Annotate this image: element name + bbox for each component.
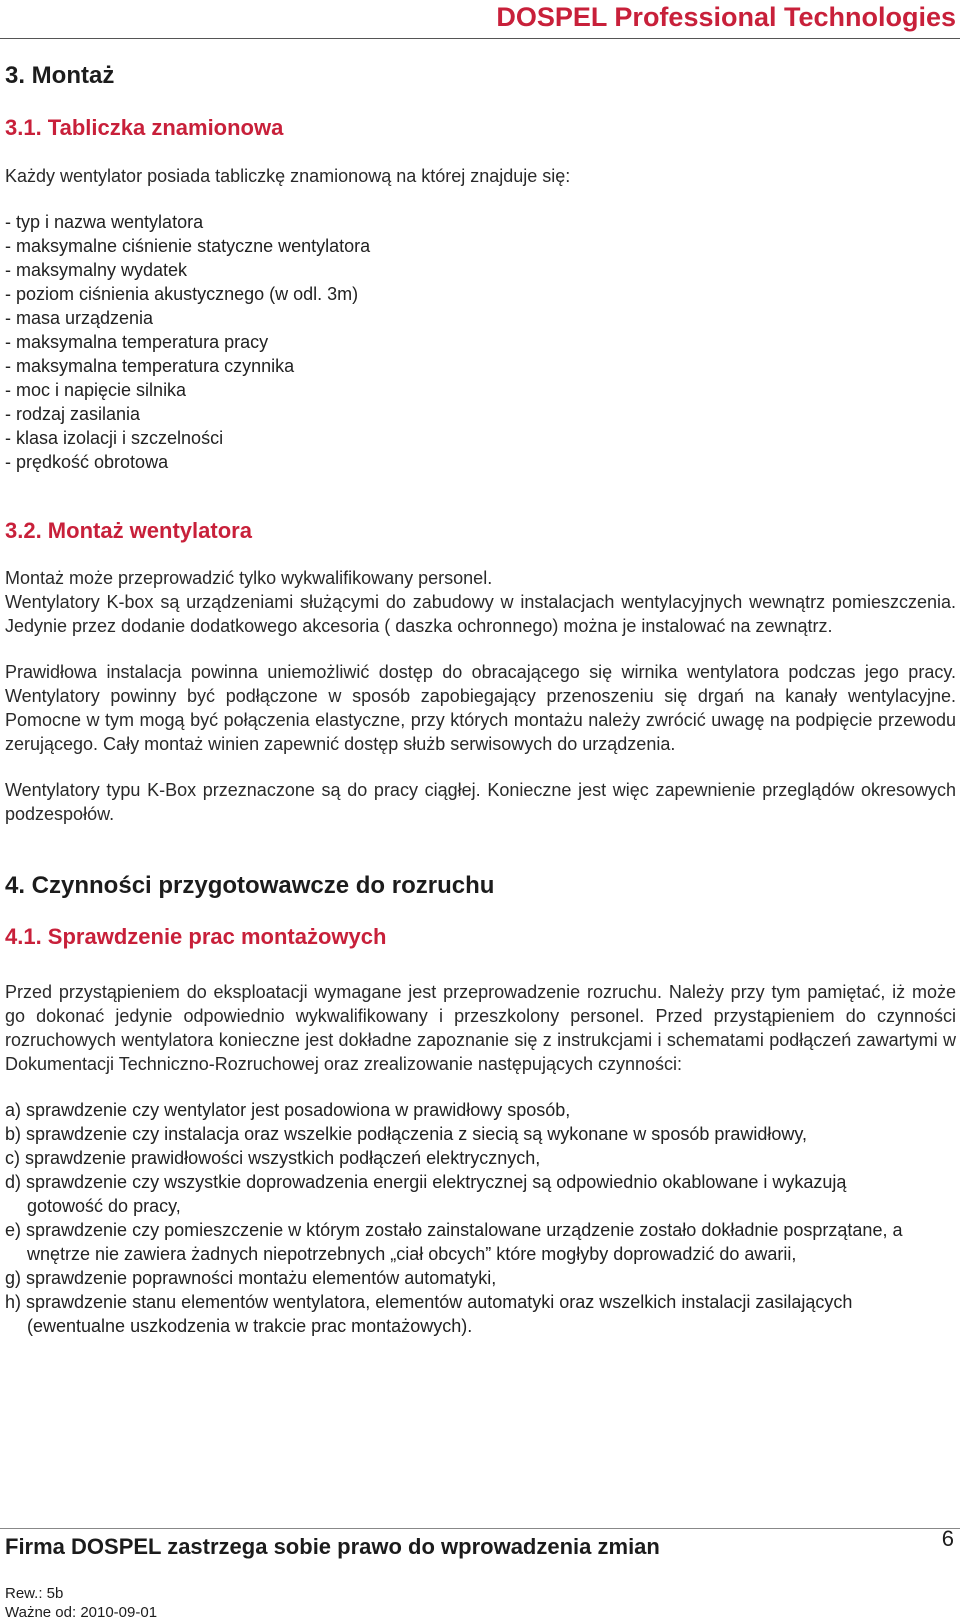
list-item: - poziom ciśnienia akustycznego (w odl. 3m) — [5, 284, 359, 304]
list-item: - maksymalny wydatek — [5, 260, 188, 280]
page-number: 6 — [941, 1526, 954, 1551]
list-item: e) sprawdzenie czy pomieszczenie w którym zostało zainstalowane urządzenie zostało dokładnie posprzątane, a wnętrze nie zawiera żadnych niepotrzebnych „ciał obcych” które mogłyby doprowadzić do awarii, — [5, 1220, 903, 1264]
list-item: b) sprawdzenie czy instalacja oraz wszelkie podłączenia z siecią są wykonane w sposób prawidłowy, — [5, 1124, 808, 1144]
list-item: - moc i napięcie silnika — [5, 380, 187, 400]
revision-label: Rew.: 5b — [5, 1585, 64, 1602]
installation-paragraph-1 — [5, 566, 956, 638]
startup-checklist — [5, 1098, 956, 1338]
section-4-1-heading: 4.1. Sprawdzenie prac montażowych — [5, 924, 387, 949]
list-item: - rodzaj zasilania — [5, 404, 141, 424]
installation-paragraph-1-rest: Wentylatory K-box są urządzeniami służącymi do zabudowy w instalacjach wentylacyjnych wewnątrz pomieszczenia. Jedynie przez dodanie dodatkowego akcesoria ( daszka ochronnego) można je instalować na zewnątrz. — [5, 592, 956, 636]
installation-paragraph-3: Wentylatory typu K-Box przeznaczone są do pracy ciągłej. Konieczne jest więc zapewnienie przeglądów okresowych podzespołów. — [5, 780, 956, 824]
list-item: - prędkość obrotowa — [5, 452, 169, 472]
section-3-1-heading: 3.1. Tabliczka znamionowa — [5, 115, 284, 140]
section-3-heading: 3. Montaż — [5, 62, 115, 89]
list-item: a) sprawdzenie czy wentylator jest posadowiona w prawidłowy sposób, — [5, 1100, 571, 1120]
valid-from-label: Ważne od: 2010-09-01 — [5, 1604, 158, 1621]
list-item: g) sprawdzenie poprawności montażu elementów automatyki, — [5, 1268, 497, 1288]
list-item: c) sprawdzenie prawidłowości wszystkich podłączeń elektrycznych, — [5, 1148, 541, 1168]
list-item: - klasa izolacji i szczelności — [5, 428, 224, 448]
list-item: - maksymalne ciśnienie statyczne wentylatora — [5, 236, 371, 256]
section-4-heading: 4. Czynności przygotowawcze do rozruchu — [5, 872, 495, 899]
list-item: h) sprawdzenie stanu elementów wentylatora, elementów automatyki oraz wszelkich instalacji zasilających (ewentualne uszkodzenia w trakcie prac montażowych). — [5, 1292, 853, 1336]
page-header — [0, 0, 960, 39]
nameplate-list — [5, 210, 956, 474]
document-body — [5, 62, 956, 1338]
installation-paragraph-2: Prawidłowa instalacja powinna uniemożliwić dostęp do obracającego się wirnika wentylatora podczas jego pracy. Wentylatory powinny być podłączone w sposób zapobiegający przenoszeniu się drgań na kanały wentylacyjne. Pomocne w tym mogą być połączenia elastyczne, przy których montażu należy zwrócić uwagę na podpięcie przewodu zerującego. Cały montaż winien zapewnić dostęp służb serwisowych do urządzenia. — [5, 662, 956, 754]
list-item: d) sprawdzenie czy wszystkie doprowadzenia energii elektrycznej są odpowiednio okablowane i wykazują gotowość do pracy, — [5, 1172, 847, 1216]
startup-paragraph: Przed przystąpieniem do eksploatacji wymagane jest przeprowadzenie rozruchu. Należy przy tym pamiętać, iż może go dokonać jedynie odpowiednio wykwalifikowany i przeszkolony personel. Przed przystąpieniem do czynności rozruchowych wentylatora konieczne jest dokładne zapoznanie się z instrukcjami i schematami podłączeń zawartymi w Dokumentacji Techniczno-Rozruchowej oraz zrealizowanie następujących czynności: — [5, 982, 956, 1074]
nameplate-intro: Każdy wentylator posiada tabliczkę znamionową na której znajduje się: — [5, 166, 571, 186]
list-item: - typ i nazwa wentylatora — [5, 212, 204, 232]
footer-divider — [0, 1528, 960, 1529]
list-item: - masa urządzenia — [5, 308, 154, 328]
section-3-2-heading: 3.2. Montaż wentylatora — [5, 518, 252, 543]
installation-paragraph-1-line: Montaż może przeprowadzić tylko wykwalifikowany personel. — [5, 568, 493, 588]
list-item: - maksymalna temperatura czynnika — [5, 356, 295, 376]
footer-disclaimer: Firma DOSPEL zastrzega sobie prawo do wprowadzenia zmian — [5, 1534, 660, 1559]
revision-info — [5, 1584, 157, 1622]
list-item: - maksymalna temperatura pracy — [5, 332, 269, 352]
brand-title: DOSPEL Professional Technologies — [496, 2, 956, 32]
